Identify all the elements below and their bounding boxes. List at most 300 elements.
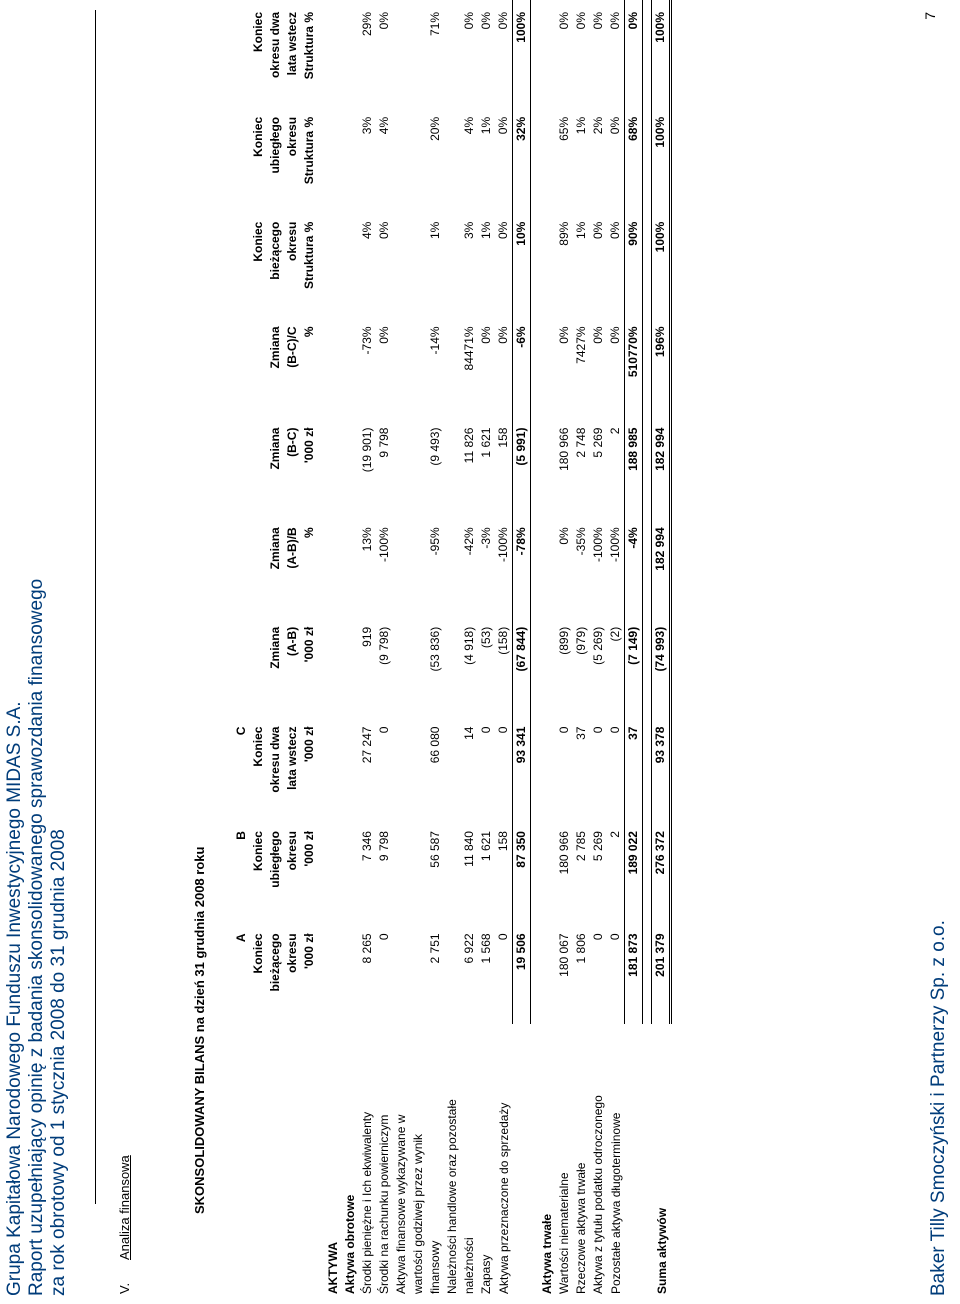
row-label: Aktywa obrotowe <box>343 1194 357 1294</box>
value-cell: 1% <box>479 116 493 135</box>
value-cell: 1% <box>428 221 442 239</box>
value-cell: -35% <box>574 527 588 556</box>
empty-cell <box>325 819 342 921</box>
value-cell <box>444 819 461 921</box>
column-header-cell <box>249 416 266 516</box>
value-cell: 1 568 <box>479 933 493 964</box>
value-cell: 919 <box>360 626 374 647</box>
value-cell: 11 840 <box>462 831 476 867</box>
column-header-cell <box>232 416 249 516</box>
value-cell: (979) <box>574 626 588 655</box>
value-cell: 0% <box>377 12 391 30</box>
empty-cell <box>325 615 342 715</box>
value-cell <box>393 314 410 415</box>
row-label: Należności handlowe oraz pozostałe <box>445 1099 459 1294</box>
column-header-cell: Koniec <box>251 726 265 767</box>
column-header-cell <box>232 615 249 715</box>
value-cell: 0% <box>377 221 391 239</box>
empty-cell <box>325 0 342 105</box>
empty-cell <box>325 515 342 614</box>
total-cell: 32% <box>513 105 531 210</box>
column-header-cell: C <box>234 726 248 736</box>
empty-cell <box>539 515 556 614</box>
value-cell: 1% <box>574 221 588 239</box>
value-cell: 84471% <box>462 326 476 371</box>
value-cell: 2 <box>608 831 622 838</box>
value-cell: -100% <box>377 527 391 562</box>
value-cell: 0% <box>591 221 605 239</box>
total-cell: 100% <box>652 105 671 210</box>
current-asset-row <box>461 0 478 1294</box>
column-header-cell: okresu <box>285 831 299 871</box>
value-cell: 65% <box>557 116 571 141</box>
value-cell: 1% <box>574 116 588 135</box>
value-cell: (19 901) <box>360 427 374 473</box>
total-cell: -4% <box>625 515 643 614</box>
spacer-row <box>317 0 325 1294</box>
fixed-asset-row <box>556 0 573 1294</box>
column-header-cell <box>232 314 249 415</box>
total-cell: 68% <box>625 105 643 210</box>
value-cell: (4 918) <box>462 626 476 665</box>
empty-cell <box>342 715 359 819</box>
section-title: Analiza finansowa <box>117 1155 132 1260</box>
value-cell: 5 269 <box>591 427 605 458</box>
total-assets-row <box>652 0 671 1294</box>
value-cell: 0 <box>479 726 493 734</box>
column-header-cell: Koniec <box>251 933 265 974</box>
row-label: Rzeczowe aktywa trwałe <box>574 1162 588 1294</box>
value-cell: 7 346 <box>360 831 374 862</box>
column-header-cell: (A-B) <box>285 626 299 657</box>
empty-cell <box>539 715 556 819</box>
value-cell: 2% <box>591 116 605 135</box>
row-label: Zapasy <box>479 1254 493 1294</box>
empty-cell <box>325 314 342 415</box>
column-header-cell: okresu <box>285 933 299 973</box>
row-label: Aktywa przeznaczone do sprzedaży <box>496 1102 511 1294</box>
value-cell: 2 748 <box>574 427 588 458</box>
empty-cell <box>539 819 556 921</box>
total-cell: 100% <box>652 0 671 105</box>
value-cell: 0% <box>591 12 605 30</box>
row-label: AKTYWA <box>326 1242 340 1294</box>
value-cell: 66 080 <box>428 726 442 764</box>
column-header-cell: lata wstecz <box>285 12 299 76</box>
current-asset-row <box>495 0 513 1294</box>
value-cell <box>444 615 461 715</box>
current-assets-heading <box>342 0 359 1294</box>
table-title: SKONSOLIDOWANY BILANS na dzień 31 grudnia 2008 roku <box>192 846 207 1214</box>
value-cell: (2) <box>608 626 622 642</box>
fixed-assets-subtotal <box>625 0 643 1294</box>
total-cell: 276 372 <box>652 819 671 921</box>
column-header-cell: ubiegłego <box>268 116 282 174</box>
total-cell: 182 994 <box>652 515 671 614</box>
value-cell <box>393 210 410 315</box>
value-cell <box>410 819 427 921</box>
value-cell: (9 798) <box>377 626 391 665</box>
value-cell <box>410 515 427 614</box>
empty-cell <box>342 921 359 1024</box>
empty-cell <box>342 314 359 415</box>
empty-cell <box>539 921 556 1024</box>
empty-cell <box>342 515 359 614</box>
empty-cell <box>325 921 342 1024</box>
value-cell: 0% <box>479 12 493 30</box>
value-cell: 0% <box>496 326 510 344</box>
total-cell: 196% <box>652 314 671 415</box>
header-spacer <box>266 1024 283 1294</box>
total-cell: (67 844) <box>513 615 531 715</box>
value-cell: (53 836) <box>428 626 442 672</box>
total-cell: 10% <box>513 210 531 315</box>
current-asset-row <box>359 0 376 1294</box>
total-cell: 100% <box>513 0 531 105</box>
value-cell <box>444 0 461 105</box>
page-number: 7 <box>922 12 938 20</box>
value-cell: 29% <box>360 12 374 37</box>
value-cell: 0 <box>608 726 622 734</box>
value-cell: 2 785 <box>574 831 588 862</box>
value-cell <box>444 416 461 516</box>
spacer-row <box>643 0 652 1294</box>
row-label: Środki na rachunku powierniczym <box>377 1114 391 1294</box>
value-cell <box>444 210 461 315</box>
empty-cell <box>539 0 556 105</box>
value-cell: 7427% <box>574 326 588 364</box>
column-header-cell: Koniec <box>251 116 265 157</box>
value-cell: 4% <box>377 116 391 135</box>
total-cell: 189 022 <box>625 819 643 921</box>
column-header-cell: '000 zł <box>302 726 316 763</box>
column-header-cell <box>249 314 266 415</box>
value-cell: 9 798 <box>377 831 391 862</box>
current-assets-subtotal <box>513 0 531 1294</box>
column-header-cell: bieżącego <box>268 221 282 280</box>
value-cell: (9 493) <box>428 427 442 466</box>
column-header-cell: % <box>302 326 316 338</box>
column-header-cell: Zmiana <box>268 527 282 570</box>
value-cell: 1 621 <box>479 427 493 458</box>
row-label: Pozostałe aktywa długoterminowe <box>608 1112 623 1294</box>
column-header-cell: Zmiana <box>268 326 282 369</box>
column-header-cell <box>232 210 249 315</box>
total-cell: 90% <box>625 210 643 315</box>
value-cell <box>393 515 410 614</box>
value-cell: 6 922 <box>462 933 476 964</box>
value-cell: 0 <box>608 933 622 941</box>
value-cell: 3% <box>360 116 374 135</box>
value-cell: -14% <box>428 326 442 355</box>
empty-cell <box>325 105 342 210</box>
empty-cell <box>539 105 556 210</box>
value-cell: 0% <box>574 12 588 30</box>
row-label: finansowy <box>428 1240 442 1294</box>
value-cell: 158 <box>496 831 510 852</box>
value-cell: (158) <box>496 626 510 655</box>
value-cell: 1 621 <box>479 831 493 862</box>
value-cell: 0% <box>496 116 510 135</box>
column-header-cell: Koniec <box>251 12 265 53</box>
value-cell: 13% <box>360 527 374 552</box>
row-label: należności <box>462 1237 476 1294</box>
empty-cell <box>325 210 342 315</box>
column-header-cell: Struktura % <box>302 12 316 80</box>
value-cell: 11 826 <box>462 427 476 464</box>
total-cell: 100% <box>652 210 671 315</box>
column-header-cell: (B-C)/C <box>285 326 299 368</box>
value-cell: 0% <box>608 116 622 135</box>
aktywa-heading <box>325 0 342 1294</box>
value-cell <box>410 210 427 315</box>
fixed-assets-heading <box>539 0 556 1294</box>
column-header-cell: Koniec <box>251 221 265 262</box>
current-asset-row <box>393 0 410 1294</box>
total-cell: -78% <box>513 515 531 614</box>
empty-cell <box>342 210 359 315</box>
empty-cell <box>342 416 359 516</box>
column-header-cell: ubiegłego <box>268 831 282 888</box>
empty-cell <box>325 715 342 819</box>
total-cell: (7 149) <box>625 615 643 715</box>
column-header-row <box>232 0 249 1294</box>
total-cell: 188 985 <box>625 416 643 516</box>
column-header-cell <box>232 0 249 105</box>
value-cell: 5 269 <box>591 831 605 862</box>
value-cell <box>410 416 427 516</box>
value-cell: 0 <box>496 726 510 734</box>
row-label: Suma aktywów <box>654 1207 669 1294</box>
column-header-cell: '000 zł <box>302 831 316 867</box>
header-spacer <box>232 1024 249 1294</box>
column-header-cell <box>249 515 266 614</box>
value-cell: 1% <box>479 221 493 239</box>
value-cell: 0 <box>591 726 605 734</box>
value-cell <box>393 715 410 819</box>
column-header-cell: Koniec <box>251 831 265 872</box>
total-cell: 19 506 <box>513 921 531 1024</box>
header-spacer <box>300 1024 317 1294</box>
value-cell <box>410 615 427 715</box>
value-cell <box>393 819 410 921</box>
row-label <box>625 1024 643 1294</box>
total-cell: 510770% <box>625 314 643 415</box>
column-header-cell: Struktura % <box>302 221 316 290</box>
row-label: Aktywa trwałe <box>540 1213 554 1294</box>
row-label: Środki pieniężne i Ich ekwiwalenty <box>360 1111 374 1294</box>
total-cell: (5 991) <box>513 416 531 516</box>
empty-cell <box>342 615 359 715</box>
total-cell: 37 <box>625 715 643 819</box>
current-asset-row <box>444 0 461 1294</box>
column-header-cell <box>232 105 249 210</box>
column-header-cell: '000 zł <box>302 933 316 969</box>
value-cell: 180 067 <box>557 933 571 977</box>
empty-cell <box>325 416 342 516</box>
value-cell: 2 751 <box>428 933 442 964</box>
section-number: V. <box>117 1282 132 1294</box>
total-cell: -6% <box>513 314 531 415</box>
value-cell: 0% <box>557 527 571 545</box>
value-cell: 0% <box>557 326 571 344</box>
value-cell <box>410 715 427 819</box>
value-cell <box>444 515 461 614</box>
column-header-cell <box>249 615 266 715</box>
value-cell: 9 798 <box>377 427 391 458</box>
value-cell <box>444 105 461 210</box>
value-cell: 0% <box>608 221 622 239</box>
value-cell <box>410 314 427 415</box>
header-rule <box>95 10 96 1204</box>
value-cell: 0% <box>462 12 476 30</box>
column-header-cell: Struktura % <box>302 116 316 185</box>
value-cell: 4% <box>360 221 374 239</box>
value-cell: 0 <box>496 933 510 941</box>
column-header-cell: okresu dwa <box>268 12 282 79</box>
value-cell: 0% <box>608 12 622 30</box>
value-cell: -3% <box>479 527 493 549</box>
value-cell: (5 269) <box>591 626 605 665</box>
value-cell <box>393 416 410 516</box>
column-header-row <box>300 0 317 1294</box>
value-cell: 27 247 <box>360 726 374 764</box>
value-cell <box>444 314 461 415</box>
value-cell: 0% <box>608 326 622 344</box>
value-cell: 71% <box>428 12 442 37</box>
value-cell: 2 <box>608 427 622 435</box>
column-header-cell: Zmiana <box>268 626 282 669</box>
column-header-cell: % <box>302 527 316 538</box>
column-header-row <box>266 0 283 1294</box>
row-label: Aktywa finansowe wykazywane w <box>394 1114 408 1294</box>
header-spacer <box>283 1024 300 1294</box>
column-header-cell <box>232 515 249 614</box>
value-cell: 0% <box>557 12 571 30</box>
report-header-line-2: Raport uzupełniający opinię z badania skonsolidowanego sprawozdania finansowego <box>26 578 47 1296</box>
value-cell <box>410 921 427 1024</box>
balance-sheet-table <box>232 0 672 1294</box>
value-cell <box>410 105 427 210</box>
total-cell: 93 378 <box>652 715 671 819</box>
column-header-cell: okresu <box>285 221 299 262</box>
value-cell: (53) <box>479 626 493 649</box>
value-cell: 0% <box>496 12 510 30</box>
value-cell <box>444 921 461 1024</box>
empty-cell <box>342 819 359 921</box>
column-header-cell: lata wstecz <box>285 726 299 790</box>
column-header-cell: (B-C) <box>285 427 299 457</box>
value-cell: 0 <box>591 933 605 941</box>
row-label: wartości godziwej przez wynik <box>411 1133 425 1294</box>
column-header-cell: A <box>234 933 248 943</box>
empty-cell <box>539 314 556 415</box>
total-cell: 201 379 <box>652 921 671 1024</box>
empty-cell <box>539 615 556 715</box>
value-cell <box>393 105 410 210</box>
column-header-cell: okresu dwa <box>268 726 282 793</box>
column-header-cell: B <box>234 831 248 840</box>
value-cell: 0 <box>557 726 571 734</box>
value-cell: 180 966 <box>557 831 571 875</box>
row-label <box>513 1024 531 1294</box>
column-header-row <box>249 0 266 1294</box>
value-cell: (899) <box>557 626 571 655</box>
value-cell <box>393 0 410 105</box>
column-header-cell: '000 zł <box>302 427 316 464</box>
empty-cell <box>342 0 359 105</box>
value-cell: 1 806 <box>574 933 588 964</box>
value-cell <box>393 921 410 1024</box>
value-cell: 14 <box>462 726 476 740</box>
fixed-asset-row <box>573 0 590 1294</box>
total-cell: 181 873 <box>625 921 643 1024</box>
total-cell: 182 994 <box>652 416 671 516</box>
value-cell: 180 966 <box>557 427 571 471</box>
report-header-line-3: za rok obrotowy od 1 stycznia 2008 do 31 grudnia 2008 <box>48 829 69 1296</box>
column-header-row <box>283 0 300 1294</box>
fixed-asset-row <box>607 0 625 1294</box>
value-cell: 0% <box>591 326 605 344</box>
value-cell: 0% <box>377 326 391 344</box>
empty-cell <box>539 416 556 516</box>
value-cell: 0 <box>377 933 391 941</box>
value-cell <box>410 0 427 105</box>
current-asset-row <box>410 0 427 1294</box>
total-cell: 93 341 <box>513 715 531 819</box>
value-cell: 20% <box>428 116 442 141</box>
fixed-asset-row <box>590 0 607 1294</box>
value-cell: 4% <box>462 116 476 135</box>
header-spacer <box>249 1024 266 1294</box>
report-header-line-1: Grupa Kapitałowa Narodowego Funduszu Inwestycyjnego MIDAS S.A. <box>4 701 25 1296</box>
column-header-cell: '000 zł <box>302 626 316 663</box>
current-asset-row <box>427 0 444 1294</box>
empty-cell <box>539 210 556 315</box>
total-cell: (74 993) <box>652 615 671 715</box>
empty-cell <box>342 105 359 210</box>
value-cell: -100% <box>608 527 622 562</box>
value-cell <box>393 615 410 715</box>
value-cell: -100% <box>496 527 510 562</box>
value-cell: 0% <box>479 326 493 344</box>
total-cell: 87 350 <box>513 819 531 921</box>
value-cell <box>444 715 461 819</box>
value-cell: -100% <box>591 527 605 562</box>
value-cell: 0% <box>496 221 510 239</box>
value-cell: 37 <box>574 726 588 740</box>
value-cell: -73% <box>360 326 374 355</box>
value-cell: 8 265 <box>360 933 374 964</box>
current-asset-row <box>478 0 495 1294</box>
value-cell: 158 <box>496 427 510 448</box>
value-cell: 56 587 <box>428 831 442 868</box>
row-label: Aktywa z tytułu podatku odroczonego <box>591 1095 605 1294</box>
value-cell: 3% <box>462 221 476 239</box>
current-asset-row <box>376 0 393 1294</box>
total-cell: 0% <box>625 0 643 105</box>
column-header-cell: okresu <box>285 116 299 157</box>
column-header-cell: (A-B)/B <box>285 527 299 569</box>
column-header-cell: Zmiana <box>268 427 282 470</box>
value-cell: 0 <box>377 726 391 734</box>
value-cell: -42% <box>462 527 476 556</box>
column-header-cell: bieżącego <box>268 933 282 992</box>
value-cell: 89% <box>557 221 571 246</box>
footer-firm: Baker Tilly Smoczyński i Partnerzy Sp. z o.o. <box>928 920 949 1296</box>
spacer-row <box>531 0 540 1294</box>
row-label: Wartości niematerialne <box>557 1172 571 1294</box>
